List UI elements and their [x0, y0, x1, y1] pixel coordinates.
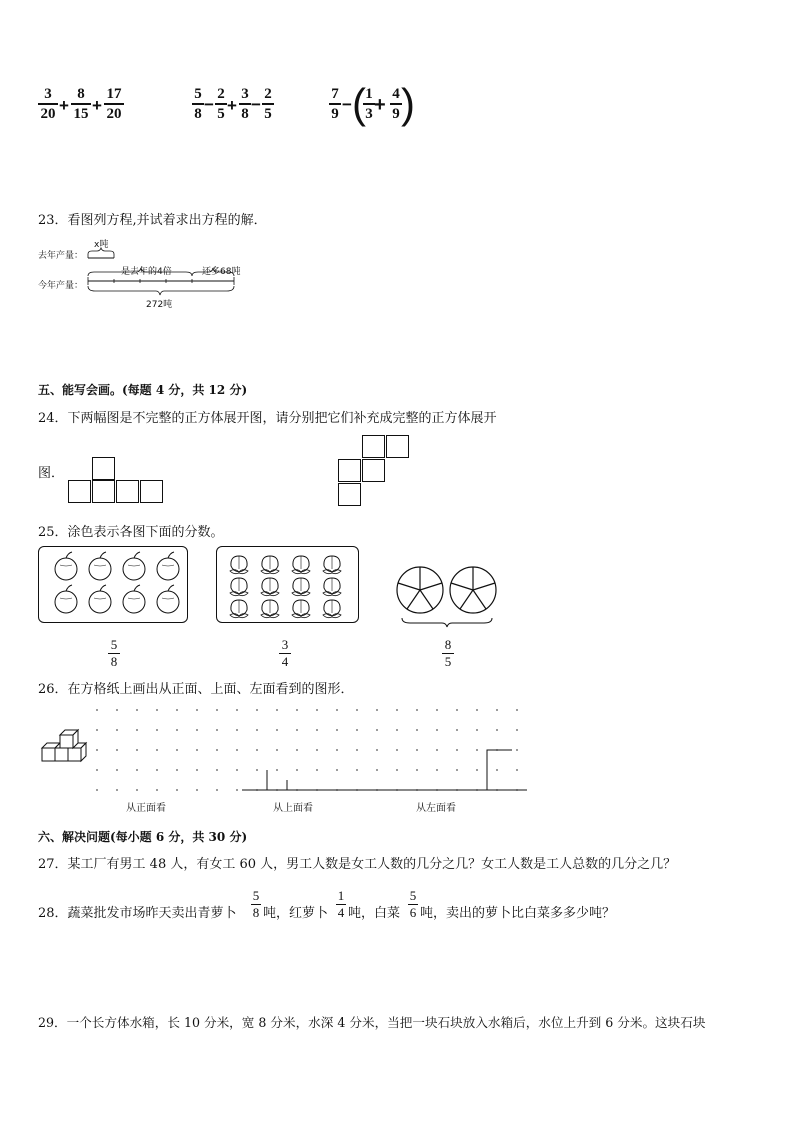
grid-dot	[176, 729, 178, 731]
grid-dot	[96, 769, 98, 771]
grid-dot	[216, 709, 218, 711]
grid-dot	[296, 769, 298, 771]
left-view-label: 从左面看	[416, 803, 456, 814]
net-square	[140, 480, 163, 503]
grid-dot	[136, 769, 138, 771]
this-year-label: 今年产量：	[38, 281, 84, 291]
grid-dot	[316, 709, 318, 711]
grid-dot	[496, 769, 498, 771]
grid-dot	[176, 709, 178, 711]
peach-icon	[230, 600, 248, 618]
total-label: 272吨	[146, 300, 173, 310]
grid-dot	[236, 729, 238, 731]
more-label: 还多68吨	[202, 267, 241, 277]
grid-dot	[196, 729, 198, 731]
grid-dot	[156, 709, 158, 711]
grid-dot	[116, 729, 118, 731]
grid-dot	[276, 769, 278, 771]
apple-icon	[89, 585, 111, 613]
question-26-text: 26．在方格纸上画出从正面、上面、左面看到的图形．	[38, 682, 354, 697]
grid-dot	[116, 769, 118, 771]
grid-dot	[456, 749, 458, 751]
times-label: 是去年的4倍	[121, 267, 172, 277]
grid-dot	[296, 729, 298, 731]
grid-dot	[276, 709, 278, 711]
grid-dot	[396, 749, 398, 751]
grid-dot	[116, 709, 118, 711]
grid-dot	[236, 709, 238, 711]
peach-icon	[323, 556, 341, 574]
grid-dot	[236, 749, 238, 751]
fraction: 4 9	[390, 86, 402, 122]
grid-dot	[456, 769, 458, 771]
operator: +	[92, 96, 102, 115]
peach-icon	[261, 556, 279, 574]
grid-dot	[356, 769, 358, 771]
fraction: 7 9	[329, 86, 341, 122]
grid-dot	[296, 749, 298, 751]
operator: +	[59, 96, 69, 115]
fraction: 1 3	[363, 86, 375, 122]
grid-dot	[376, 729, 378, 731]
grid-dot	[156, 749, 158, 751]
apple-icons	[39, 547, 189, 624]
grid-dot	[356, 729, 358, 731]
grid-dot	[176, 769, 178, 771]
dot-grid-paper	[92, 702, 527, 794]
grid-dot	[196, 749, 198, 751]
grid-dot	[476, 729, 478, 731]
circles-figure	[392, 562, 502, 630]
net-square	[386, 435, 409, 458]
fraction-5-8: 5 8	[252, 888, 260, 920]
grid-dot	[516, 729, 518, 731]
grid-dot	[336, 769, 338, 771]
net-square	[362, 459, 385, 482]
grid-dot	[176, 749, 178, 751]
grid-dot	[216, 789, 218, 791]
x-label: x吨	[94, 240, 109, 250]
grid-dot	[196, 789, 198, 791]
grid-dot	[356, 709, 358, 711]
operator: +	[227, 96, 237, 115]
grid-dot	[456, 729, 458, 731]
question-28-text: 28．蔬菜批发市场昨天卖出青萝卜	[38, 906, 237, 921]
operator: −	[204, 95, 214, 114]
peach-icon	[261, 578, 279, 596]
grid-dot	[336, 729, 338, 731]
question-25-text: 25．涂色表示各图下面的分数。	[38, 525, 224, 540]
net-square	[92, 457, 115, 480]
top-view-label: 从上面看	[273, 803, 313, 814]
fraction-5-8: 5 8	[108, 638, 120, 669]
grid-dot	[256, 709, 258, 711]
peach-icon	[323, 578, 341, 596]
peach-icons	[217, 547, 360, 624]
grid-dot	[256, 749, 258, 751]
net-square	[338, 459, 361, 482]
grid-dot	[396, 769, 398, 771]
grid-dot	[396, 709, 398, 711]
apple-icon	[55, 552, 77, 580]
grid-dot	[276, 749, 278, 751]
grid-dot	[116, 749, 118, 751]
fraction: 5 8	[192, 86, 204, 122]
right-paren: )	[401, 80, 415, 127]
grid-dot	[276, 729, 278, 731]
fraction-5-6: 5 6	[409, 888, 417, 920]
grid-dot	[436, 749, 438, 751]
cube-stack-figure	[40, 726, 92, 768]
operator: +	[374, 94, 386, 116]
grid-dot	[156, 769, 158, 771]
grid-dot	[216, 769, 218, 771]
net-square	[68, 480, 91, 503]
apple-icon	[157, 552, 179, 580]
grid-dot	[176, 789, 178, 791]
peach-icon	[323, 600, 341, 618]
peaches-box	[216, 546, 359, 623]
apple-icon	[55, 585, 77, 613]
grid-dot	[476, 709, 478, 711]
grid-dot	[496, 729, 498, 731]
grid-dot	[516, 749, 518, 751]
fraction: 3 8	[239, 86, 251, 122]
grid-dot	[436, 709, 438, 711]
grid-dot	[196, 769, 198, 771]
grid-dot	[476, 749, 478, 751]
grid-dot	[376, 749, 378, 751]
grid-dot	[416, 709, 418, 711]
peach-icon	[292, 600, 310, 618]
fraction: 17 20	[104, 86, 124, 122]
grid-dot	[136, 789, 138, 791]
fraction: 8 15	[71, 86, 91, 122]
operator: −	[342, 95, 352, 114]
grid-dot	[256, 729, 258, 731]
net-square	[362, 435, 385, 458]
grid-dot	[416, 729, 418, 731]
grid-dot	[416, 769, 418, 771]
grid-dot	[156, 729, 158, 731]
grid-dot	[356, 749, 358, 751]
fraction: 2 5	[215, 86, 227, 122]
operator: −	[251, 95, 261, 114]
grid-dot	[96, 749, 98, 751]
grid-dot	[236, 769, 238, 771]
net-square	[92, 480, 115, 503]
fraction-8-5: 8 5	[442, 638, 454, 669]
grid-dot	[236, 789, 238, 791]
net-square	[116, 480, 139, 503]
net-square	[338, 483, 361, 506]
grid-dot	[316, 749, 318, 751]
grid-dot	[376, 709, 378, 711]
grid-dot	[516, 769, 518, 771]
grid-dot	[136, 729, 138, 731]
grid-dot	[316, 769, 318, 771]
apple-icon	[89, 552, 111, 580]
grid-dot	[476, 769, 478, 771]
grid-dot	[516, 709, 518, 711]
section-6-heading: 六、解决问题(每小题 6 分，共 30 分)	[38, 830, 248, 844]
grid-dot	[396, 729, 398, 731]
grid-dot	[436, 729, 438, 731]
grid-dot	[316, 729, 318, 731]
fraction: 3 20	[38, 86, 58, 122]
front-view-label: 从正面看	[126, 803, 166, 814]
peach-icon	[292, 578, 310, 596]
grid-dot	[256, 769, 258, 771]
last-year-label: 去年产量：	[38, 251, 84, 261]
grid-dot	[296, 709, 298, 711]
grid-dot	[96, 729, 98, 731]
grid-dot	[376, 769, 378, 771]
grid-dot	[416, 749, 418, 751]
apples-box	[38, 546, 188, 623]
fraction: 2 5	[262, 86, 274, 122]
question-29-text: 29．一个长方体水箱，长 10 分米，宽 8 分米，水深 4 分米，当把一块石块放入水箱后，水位上升到 6 分米。这块石块	[38, 1015, 706, 1030]
grid-dot	[336, 749, 338, 751]
fraction-3-4: 3 4	[279, 638, 291, 669]
section-5-heading: 五、能写会画。(每题 4 分，共 12 分)	[38, 383, 248, 397]
q28-text-part: 吨，卖出的萝卜比白菜多多少吨？	[420, 906, 616, 921]
grid-dot	[196, 709, 198, 711]
grid-dot	[136, 709, 138, 711]
grid-dot	[436, 769, 438, 771]
grid-dot	[96, 709, 98, 711]
question-27-text: 27．某工厂有男工 48 人，有女工 60 人，男工人数是女工人数的几分之几？女工人数是工人总数的几分之几？	[38, 857, 677, 872]
apple-icon	[123, 585, 145, 613]
grid-dot	[216, 749, 218, 751]
apple-icon	[123, 552, 145, 580]
peach-icon	[261, 600, 279, 618]
left-paren: (	[352, 80, 366, 127]
grid-dot	[116, 789, 118, 791]
segment-diagram	[80, 244, 240, 300]
peach-icon	[230, 578, 248, 596]
grid-dot	[136, 749, 138, 751]
grid-dot	[156, 789, 158, 791]
grid-dot	[456, 709, 458, 711]
grid-dot	[496, 709, 498, 711]
grid-dot	[336, 709, 338, 711]
question-24-text-cont: 图．	[38, 466, 65, 481]
fraction-1-4: 1 4	[337, 888, 345, 920]
apple-icon	[157, 585, 179, 613]
peach-icon	[292, 556, 310, 574]
q28-text-part: 吨，红萝卜	[263, 906, 329, 921]
question-24-text: 24．下两幅图是不完整的正方体展开图，请分别把它们补充成完整的正方体展开	[38, 411, 497, 426]
grid-dot	[216, 729, 218, 731]
peach-icon	[230, 556, 248, 574]
grid-dot	[96, 789, 98, 791]
q28-text-part: 吨，白菜	[348, 906, 401, 921]
question-23-text: 23．看图列方程,并试着求出方程的解．	[38, 213, 267, 228]
